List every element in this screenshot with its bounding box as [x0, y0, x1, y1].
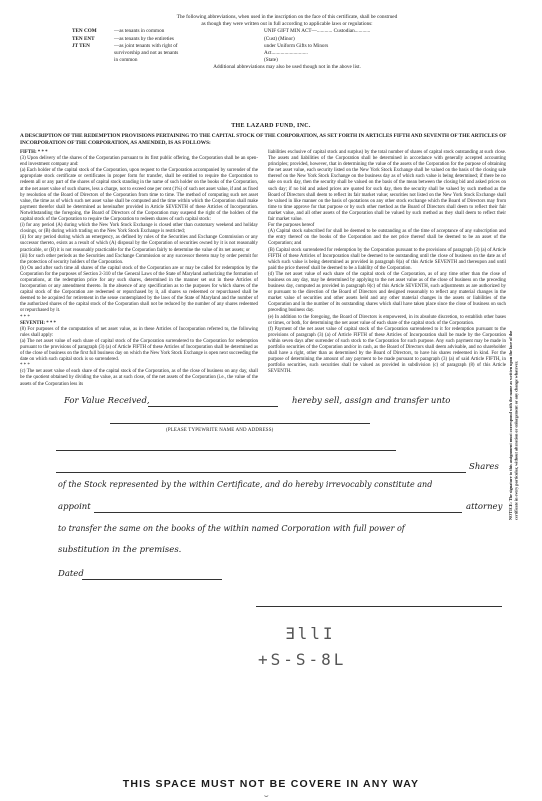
paragraph: (ii) for any period during which an emergency, as defined by rules of the Securities and Exchange Commission or any successor thereto, exists as a result of which (A) disposal by the Corporation of securities owned by it is not reasonably practicable, or (B) it is not reasonably practicable for the Corporation fairly to determine the value of its net assets; or	[20, 235, 258, 253]
abbr-desc: —as joint tenants with right of	[114, 42, 178, 49]
abbr-right: UNIF GIFT MIN ACT—............ Custodian............	[264, 28, 371, 35]
paragraph: (d) The net asset value of each share of the capital stock of the Corporation, as of any time other than the close of business on any day, may be determined by applying to the net asset value as of the close of business on the preceding business day, computed as provided in paragraph 8(c) of this Article SEVENTH, such adjustments as are authorized by or pursuant to the direction of the Board of Directors and designed reasonably to reflect any material changes in the market value of securities and other assets held and any other material changes in the assets or liabilities of the Corporation and in the number of its outstanding shares which shall have taken place since the close of business on such preceding business day.	[268, 271, 506, 314]
shares-line[interactable]	[56, 472, 466, 473]
abbr-desc: —as tenants by the entireties	[114, 35, 174, 42]
bottom-warning: THIS SPACE MUST NOT BE COVERE IN ANY WAY	[122, 778, 420, 790]
stock-line-text: of the Stock represented by the within Certificate, and do hereby irrevocably constitute and	[58, 480, 433, 489]
abbr-row	[72, 50, 502, 57]
abbr-right: (Cust) (Minor)	[264, 35, 295, 42]
abbr-desc: in common	[114, 57, 138, 64]
abbr-intro-2: as though they were written out in full according to applicable laws or regulations:	[201, 21, 373, 28]
abbr-outro: Additional abbreviations may also be used though not in the above list.	[213, 64, 361, 71]
abbr-right: Act............................	[264, 50, 308, 57]
perforation-bottom: +S-S-8L	[258, 650, 347, 669]
for-value-text: For Value Received,	[64, 396, 150, 406]
abbr-code: TEN COM	[72, 28, 97, 35]
abbr-code: JT TEN	[72, 42, 90, 49]
assignee-line-2[interactable]	[56, 450, 396, 451]
abbr-row	[72, 43, 502, 50]
paragraph: (i) for any period (A) during which the New York Stock Exchange is closed other than customary weekend and holiday closings, or (B) during which trading on the New York Stock Exchange is restricted;	[20, 223, 258, 235]
paragraph: * * *	[20, 363, 30, 369]
perforation-top: ƎllI	[285, 624, 336, 643]
paragraph: For the purposes hereof	[268, 223, 315, 229]
paragraph: (e) In addition to the foregoing, the Board of Directors is empowered, in its absolute discretion, to establish other bases or times, or both, for determining the net asset value of each share of the capital stock of the Corporation.	[268, 314, 506, 326]
paragraph: SEVENTH: * * *	[20, 320, 57, 326]
shares-text: Shares	[469, 462, 499, 472]
assignee-line-1[interactable]	[110, 423, 370, 424]
paragraph: (c) The net asset value of each share of the capital stock of the Corporation, as of the close of business on any day, shall be the quotient obtained by dividing the value, as at such close, of the net assets of the Corporation (i.e., the value of the assets of the Corporation less its	[20, 369, 258, 387]
dated-text: Dated	[58, 569, 84, 579]
abbr-rows	[72, 28, 502, 64]
abbr-right: (State)	[264, 57, 278, 64]
abbr-row	[72, 36, 502, 43]
paragraph: (iii) for such other periods as the Securities and Exchange Commission or any successor thereto may by order permit for the protection of security holders of the Corporation.	[20, 253, 258, 265]
paragraph: (a) Each holder of the capital stock of the Corporation, upon request to the Corporation accompanied by surrender of the appropriate stock certificate or certificates in proper form for transfer, shall be entitled to require the Corporation to redeem all or any part of the shares of capital stock standing in the name of such holder on the books of the Corporation, at the net asset value of such shares, less a charge, not to exceed one per cent (1%) of such net asset value, if and as fixed by resolution of the Board of Directors of the Corporation from time to time. The method of computing such net asset value, the time as of which such net asset value shall be computed and the time within which the Corporation shall make payment therefor shall be determined as hereinafter provided in Article SEVENTH of these Articles of Incorporation. Notwithstanding the foregoing, the Board of Directors of the Corporation may suspend the right of the holders of the capital stock of the Corporation to require the Corporation to redeem shares of such capital stock:	[20, 168, 258, 223]
substitution-text: substitution in the premises.	[58, 545, 182, 555]
abbreviations-block	[72, 14, 502, 72]
signature-line[interactable]	[256, 606, 502, 607]
assignment-form	[56, 396, 511, 688]
appoint-text: appoint	[58, 502, 91, 512]
right-column	[268, 150, 506, 375]
paragraph: (A) Capital stock subscribed for shall be deemed to be outstanding as of the time of acceptance of any subscription and the entry thereof on the books of the Corporation and the net price thereof shall be deemed to be an asset of the Corporation; and	[268, 229, 506, 247]
notch-mark: ⌣	[264, 792, 269, 800]
abbr-desc: survivorship and not as tenants	[114, 50, 179, 57]
paragraph: liabilities exclusive of capital stock and surplus) by the total number of shares of capital stock outstanding at such close. The assets and liabilities of the Corporation shall be determined in accordance with generally accepted accounting principles; provided, however, that in determining the value of the assets of the Corporation for the purpose of obtaining the net asset value, each security listed on the New York Stock Exchange shall be valued on the basis of the closing sale thereof on the New York Stock Exchange on the business day as of which such value is being determined; if there be no sale on such day, then the security shall be valued on the basis of the mean between the closing bid and asked prices on such day; if no bid and asked prices are quoted for such day, then the security shall be valued by such method as the Board of Directors shall deem to reflect its fair market value; securities not listed on the New York Stock Exchange shall be valued in like manner on the basis of quotations on any other stock exchange which the Board of Directors may from time to time approve for that purpose or by such other method as the Board of Directors shall deem to reflect their fair market value, and all other assets of the Corporation shall be valued by such method as they shall deem to reflect their fair market value.	[268, 150, 506, 223]
for-value-line[interactable]	[148, 406, 278, 407]
paragraph: (f) Payment of the net asset value of capital stock of the Corporation surrendered to it for redemption pursuant to the provisions of paragraph (3) (a) of Article FIFTH of these Articles of Incorporation shall be made by the Corporation within seven days after surrender of such stock to the Corporation for such purpose. Any such payment may be made in portfolio securities of the Corporation and/or in cash, as the Board of Directors shall deem advisable, and no shareholder shall have a right, other than as determined by the Board of Directors, to have his shares redeemed in kind. For the purpose of determining the amount of any payment to be made pursuant to paragraph (3) (a) of said Article FIFTH, in portfolio securities, such securities shall be valued as provided in subdivision (c) of paragraph (8) of this Article SEVENTH.	[268, 326, 506, 375]
abbr-code: TEN ENT	[72, 35, 95, 42]
abbr-row	[72, 28, 502, 35]
paragraph: (a) The net asset value of each share of capital stock of the Corporation surrendered to the Corporation for redemption pursuant to the provisions of paragraph (3) (a) of Article FIFTH of these Articles of Incorporation shall be determined as of the close of business on the first full business day on which the New York Stock Exchange is open next succeeding the date on which such capital stock is so surrendered.	[20, 338, 258, 363]
paragraph: FIFTH: * * *	[20, 150, 48, 155]
notice-stamp: NOTICE: The signature to this assignment must correspond with the name as written upon the face of the certificate in every particular, without alteration or enlargement or any change whatever.	[508, 330, 519, 520]
hereby-sell-text: hereby sell, assign and transfer unto	[292, 396, 451, 406]
abbr-desc: —as tenants in common	[114, 28, 165, 35]
paragraph: * * *	[20, 314, 30, 320]
description-title: A DESCRIPTION OF THE REDEMPTION PROVISIONS PERTAINING TO THE CAPITAL STOCK OF THE CORPORATION, AS SET FORTH IN ARTICLES FIFTH AND SEVENTH OF THE ARTICLES OF INCORPORATION OF THE CORPORATION, AS AMENDED, IS AS FOLLOWS:	[20, 133, 507, 146]
abbr-row	[72, 57, 502, 64]
attorney-line[interactable]	[94, 512, 462, 513]
paragraph: (3) Upon delivery of the shares of the Corporation pursuant to its first public offering, the Corporation shall be an open-end investment company and:	[20, 156, 258, 168]
dated-line[interactable]	[82, 579, 222, 580]
abbr-intro-1: The following abbreviations, when used in the inscription on the face of this certificate, shall be construed	[176, 14, 398, 20]
left-column	[20, 150, 258, 388]
abbr-right: under Uniform Gifts to Minors	[264, 42, 329, 49]
fund-title: THE LAZARD FUND, INC.	[231, 123, 311, 129]
transfer-text: to transfer the same on the books of the within named Corporation with full power of	[58, 524, 405, 533]
paragraph: (B) Capital stock surrendered for redemption by the Corporation pursuant to the provisions of paragraph (3) (a) of Article FIFTH of these Articles of Incorporation shall be deemed to be outstanding until the close of business on the date as of which such value is being determined as provided in paragraph 8(a) of this Article SEVENTH and thereupon and until paid the price thereof shall be deemed to be a liability of the Corporation.	[268, 247, 506, 271]
paragraph: (8) For purposes of the computation of net asset value, as in these Articles of Incorporation referred to, the following rules shall apply:	[20, 326, 258, 338]
paragraph: (b) On and after such time all shares of the capital stock of the Corporation are or may be called for redemption by the Corporation for the purposes of Section 2-310 of the General Laws of the State of Maryland authorizing the formation of corporations, at the redemption price for any such shares, determined in the manner set out in these Articles of Incorporation or any amendment thereto. In the absence of any specification as to the purposes for which shares of the capital stock of the Corporation are redeemed or repurchased by it, all shares so redeemed or repurchased shall be deemed to be acquired for retirement in the sense contemplated by the laws of the State of Maryland and the number of the authorized shares of the capital stock of the Corporation shall not be reduced by the number of any shares redeemed or repurchased by it.	[20, 265, 258, 314]
typewrite-hint: (PLEASE TYPEWRITE NAME AND ADDRESS)	[166, 428, 274, 433]
abbr-code	[72, 57, 114, 64]
abbr-code	[72, 50, 114, 57]
attorney-text: attorney	[466, 502, 503, 512]
